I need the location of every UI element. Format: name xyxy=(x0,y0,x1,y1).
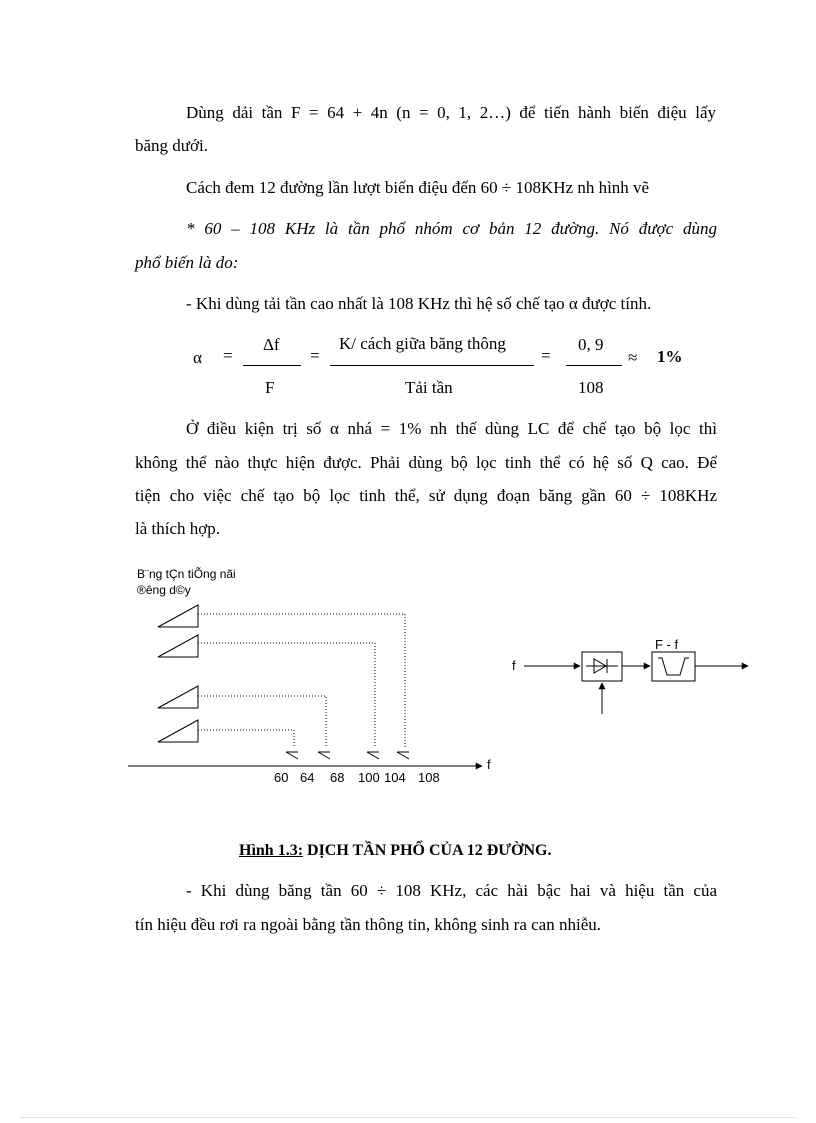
translated-spectrum-104 xyxy=(397,752,409,759)
translated-spectrum-64 xyxy=(286,752,298,759)
eq-denominator-1: F xyxy=(265,378,275,397)
paragraph-5-line-1: Ở điều kiện trị số α nhá = 1% nh thế dùng LC để chế tạo bộ lọc thì xyxy=(186,419,717,438)
bandpass-filter-icon xyxy=(658,658,689,675)
translated-spectrum-68 xyxy=(318,752,330,759)
route-line-64 xyxy=(198,730,294,747)
channel-triangle-2 xyxy=(158,635,198,657)
caption-text: DỊCH TẦN PHỔ CỦA 12 ĐƯỜNG. xyxy=(303,842,552,859)
eq-result: 1% xyxy=(657,347,683,366)
input-frequency-label: f xyxy=(512,658,516,673)
eq-denominator-3: 108 xyxy=(578,378,604,397)
eq-equals-3: = xyxy=(541,346,551,365)
paragraph-1-line-2: băng dưới. xyxy=(135,136,208,155)
filter-output-label: F - f xyxy=(655,637,679,652)
caption-prefix: Hình 1.3: xyxy=(239,842,304,859)
eq-numerator-2: K/ cách giữa băng thông xyxy=(339,334,506,353)
paragraph-6-line-2: tín hiệu đều rơi ra ngoài bằng tần thông tin, không sinh ra can nhiễu. xyxy=(135,915,601,934)
tick-label: 64 xyxy=(300,770,315,785)
paragraph-2-line-1: Cách đem 12 đường lần lượt biến điệu đến 60 ÷ 108KHz nh hình vẽ xyxy=(186,178,650,197)
tick-label: 60 xyxy=(274,770,289,785)
route-line-104 xyxy=(198,643,375,747)
eq-equals-1: = xyxy=(223,346,233,365)
channel-triangle-3 xyxy=(158,686,198,708)
page-footer-rule xyxy=(20,1117,796,1118)
figure-caption xyxy=(239,841,551,861)
figure-label-line-2: ®êng d©y xyxy=(137,583,191,597)
eq-equals-2: = xyxy=(310,346,320,365)
tick-label: 100 xyxy=(358,770,380,785)
tick-label: 108 xyxy=(418,770,440,785)
translated-spectrum-100 xyxy=(367,752,379,759)
eq-numerator-1: Δf xyxy=(263,335,280,354)
eq-alpha: α xyxy=(193,348,202,367)
paragraph-5-line-4: là thích hợp. xyxy=(135,519,220,538)
eq-denominator-2: Tải tần xyxy=(405,378,453,397)
paragraph-6-line-1: - Khi dùng băng tần 60 ÷ 108 KHz, các hài bậc hai và hiệu tần của xyxy=(186,881,717,900)
bandpass-filter-block xyxy=(652,652,695,681)
paragraph-5-line-2: không thể nào thực hiện được. Phải dùng bộ lọc tinh thể có hệ số Q cao. Để xyxy=(135,453,717,472)
paragraph-3-line-2: phổ biến là do: xyxy=(135,253,239,272)
eq-approx: ≈ xyxy=(628,348,638,367)
diode-symbol xyxy=(586,659,618,673)
axis-label: f xyxy=(487,757,491,772)
tick-label: 104 xyxy=(384,770,406,785)
paragraph-3-line-1: * 60 – 108 KHz là tần phổ nhóm cơ bản 12 đường. Nó được dùng xyxy=(186,219,717,238)
figure-label-line-1: B¨ng tÇn tiÕng nãi xyxy=(137,567,236,581)
channel-triangle-4 xyxy=(158,720,198,742)
paragraph-4-line-1: - Khi dùng tải tần cao nhất là 108 KHz thì hệ số chế tạo α được tính. xyxy=(186,294,652,313)
channel-triangle-1 xyxy=(158,605,198,627)
tick-label: 68 xyxy=(330,770,345,785)
route-line-108 xyxy=(198,614,405,747)
paragraph-1-line-1: Dùng dải tần F = 64 + 4n (n = 0, 1, 2…) để tiến hành biến điệu lấy xyxy=(186,103,716,122)
eq-numerator-3: 0, 9 xyxy=(578,335,604,354)
paragraph-5-line-3: tiện cho việc chế tạo bộ lọc tinh thể, sử dụng đoạn băng gần 60 ÷ 108KHz xyxy=(135,486,717,505)
route-line-68 xyxy=(198,696,326,747)
